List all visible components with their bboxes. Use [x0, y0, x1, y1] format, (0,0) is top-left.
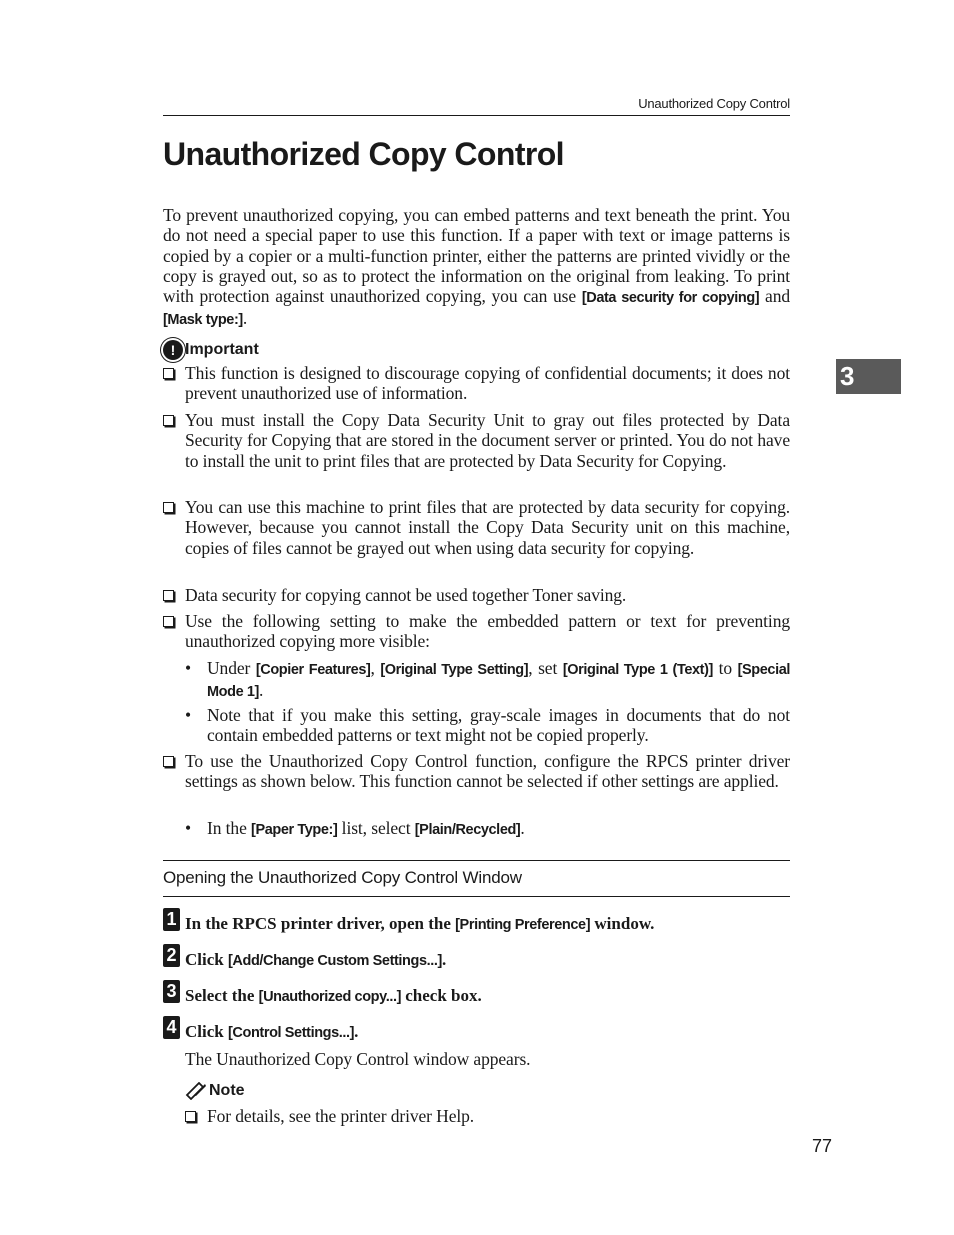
checkbox-bullet-icon — [163, 502, 174, 513]
running-head: Unauthorized Copy Control — [638, 96, 790, 111]
keyword-printing-preference: [Printing Preference] — [455, 917, 591, 933]
page-title: Unauthorized Copy Control — [163, 136, 564, 172]
important-icon: ! — [163, 340, 183, 360]
text: check box. — [401, 986, 482, 1005]
text: to — [712, 658, 738, 678]
keyword-plain-recycled: [Plain/Recycled] — [414, 822, 521, 838]
bullet-icon: • — [185, 818, 192, 838]
keyword-original-type-setting: [Original Type Setting] — [380, 662, 529, 678]
text: . — [258, 680, 264, 701]
section-rule-top — [163, 860, 790, 861]
checkbox-bullet-icon — [163, 756, 174, 767]
keyword-data-security: [Data security for copying] — [581, 290, 760, 307]
step-number-3: 3 — [163, 980, 180, 1003]
keyword-copier-features: [Copier Features] — [255, 662, 371, 678]
keyword-add-change-custom-settings: [Add/Change Custom Settings...] — [227, 953, 442, 969]
section-title: Opening the Unauthorized Copy Control Window — [163, 868, 522, 887]
step-2-text — [185, 950, 446, 970]
text: Select the — [185, 986, 259, 1005]
intro-paragraph — [163, 205, 790, 331]
text: Click — [185, 1022, 228, 1041]
step-4-text — [185, 1022, 358, 1042]
pencil-icon — [185, 1082, 207, 1100]
checkbox-bullet-icon — [163, 415, 174, 426]
checkbox-bullet-icon — [163, 368, 174, 379]
sub-item-copier-setting — [207, 658, 790, 703]
text: Click — [185, 950, 228, 969]
important-item-2: You must install the Copy Data Security Unit to gray out files protected by Data Security for Copying that are stored in the document server or printed. You do not have to install the unit to print files that are protected by Data Security for Copying. — [185, 410, 790, 471]
important-item-4: Data security for copying cannot be used together Toner saving. — [185, 585, 627, 605]
keyword-control-settings: [Control Settings...] — [227, 1025, 355, 1041]
important-heading — [163, 340, 259, 360]
text: In the — [207, 818, 252, 838]
text: , — [370, 658, 381, 678]
important-item-5: Use the following setting to make the embedded pattern or text for preventing unauthorized copying more visible: — [185, 611, 790, 652]
keyword-paper-type: [Paper Type:] — [251, 822, 338, 838]
keyword-mask-type: [Mask type:] — [163, 312, 243, 329]
text: Under — [207, 658, 256, 678]
text: . — [441, 950, 447, 969]
keyword-original-type-1: [Original Type 1 (Text)] — [562, 662, 713, 678]
checkbox-bullet-icon — [163, 590, 174, 601]
text: In the RPCS printer driver, open the — [185, 914, 456, 933]
keyword-special-mode-1: [Special Mode 1] — [207, 662, 791, 701]
section-rule-bottom — [163, 896, 790, 897]
step-number-1: 1 — [163, 908, 180, 931]
important-label: Important — [185, 341, 259, 358]
important-item-3: You can use this machine to print files that are protected by data security for copying. However, because you cannot install the Copy Data Security unit on this machine, copies of files cannot be grayed out when using data security for copying. — [185, 497, 790, 558]
text: window. — [590, 914, 655, 933]
text: . — [354, 1022, 359, 1041]
bullet-icon: • — [185, 658, 192, 678]
sub-item-grayscale-note: Note that if you make this setting, gray-scale images in documents that do not contain embedded patterns or text might not be copied properly. — [207, 705, 790, 746]
text: . — [520, 818, 525, 838]
chapter-tab: 3 — [836, 359, 901, 394]
step-3-text — [185, 986, 482, 1006]
intro-text: To prevent unauthorized copying, you can embed patterns and text beneath the print. You do not need a special paper to use this function. If a paper with text or image patterns is copied by a copier or a multi-function printer, either the patterns are printed vividly or the copy is grayed out, so as to protect the information on the original from leaking. To print with protection against unauthorized copying, you can use — [163, 205, 790, 307]
checkbox-bullet-icon — [163, 616, 174, 627]
step-1-text — [185, 914, 654, 934]
checkbox-bullet-icon — [185, 1111, 196, 1122]
header-rule — [163, 115, 790, 116]
important-item-1: This function is designed to discourage copying of confidential documents; it does not prevent unauthorized use of information. — [185, 363, 790, 404]
note-label: Note — [209, 1082, 245, 1099]
page-number: 77 — [812, 1136, 833, 1156]
step-number-2: 2 — [163, 944, 180, 967]
note-heading — [185, 1082, 245, 1100]
text: , set — [528, 658, 563, 678]
step-4-result: The Unauthorized Copy Control window appears. — [185, 1049, 531, 1069]
intro-text-end: . — [242, 308, 248, 329]
important-item-6: To use the Unauthorized Copy Control function, configure the RPCS printer driver settings as shown below. This function cannot be selected if other settings are applied. — [185, 751, 790, 792]
sub-item-paper-type — [207, 818, 790, 840]
note-item: For details, see the printer driver Help. — [207, 1106, 475, 1126]
keyword-unauthorized-copy: [Unauthorized copy...] — [258, 989, 402, 1005]
intro-text-mid: and — [759, 286, 790, 307]
step-number-4: 4 — [163, 1016, 180, 1039]
bullet-icon: • — [185, 705, 192, 725]
text: list, select — [337, 818, 415, 838]
